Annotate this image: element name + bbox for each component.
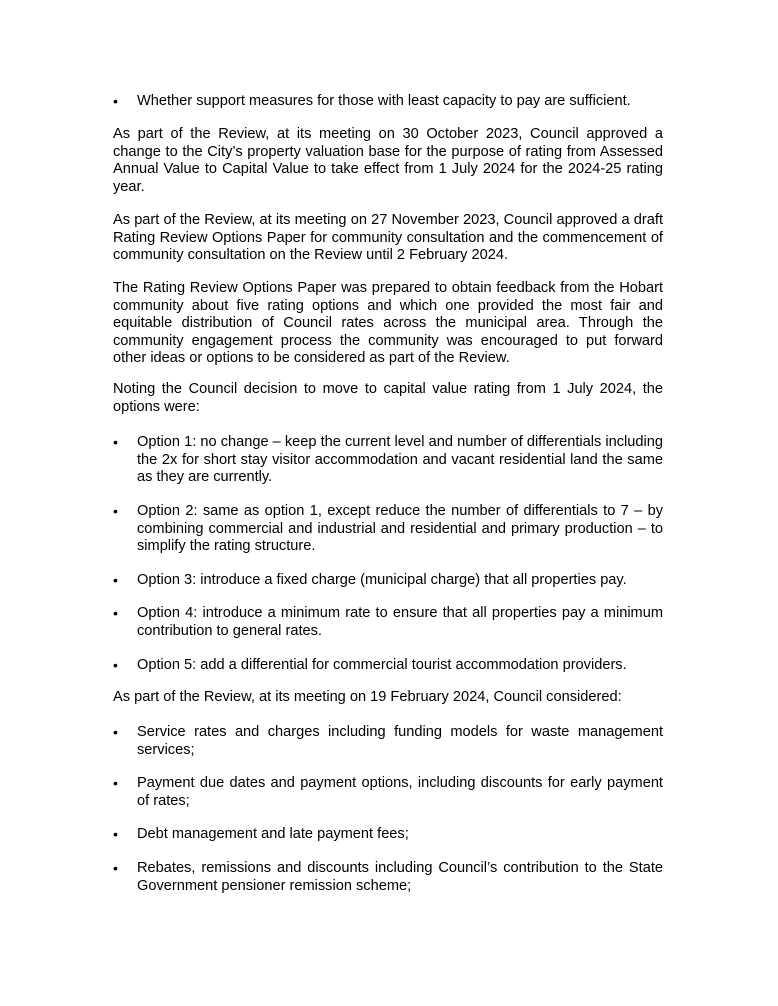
paragraph-options-paper: The Rating Review Options Paper was prepared to obtain feedback from the Hobart community about five rating options and which one provided the most fair and equitable distribution of Council rates across the municipal area. Through the community engagement process the community was encouraged to put forward other ideas or options to be considered as part of the Review. [113,280,663,366]
considered-text: Service rates and charges including funding models for waste management services; [137,724,663,758]
bullet-icon: • [113,93,118,109]
bullet-icon: • [113,860,118,876]
option-text: Option 2: same as option 1, except reduce the number of differentials to 7 – by combining commercial and industrial and residential and primary production – to simplify the rating structure. [137,503,663,554]
bullet-icon: • [113,826,118,842]
bullet-icon: • [113,724,118,740]
paragraph-valuation: As part of the Review, at its meeting on 30 October 2023, Council approved a change to the City’s property valuation base for the purpose of rating from Assessed Annual Value to Capital Value to take effect from 1 July 2024 for the 2024-25 rating year. [113,126,663,195]
considered-text: Debt management and late payment fees; [137,826,409,842]
bullet-icon: • [113,775,118,791]
bullet-icon: • [113,572,118,588]
paragraph-draft-paper: As part of the Review, at its meeting on 27 November 2023, Council approved a draft Rating Review Options Paper for community consultation and the commencement of community consultation on the Review until 2 February 2024. [113,212,663,263]
considered-text: Payment due dates and payment options, including discounts for early payment of rates; [137,775,663,809]
option-text: Option 3: introduce a fixed charge (municipal charge) that all properties pay. [137,572,627,588]
bullet-icon: • [113,605,118,621]
bullet-icon: • [113,434,118,450]
bullet-icon: • [113,657,118,673]
considered-text: Rebates, remissions and discounts including Council’s contribution to the State Government pensioner remission scheme; [137,860,663,894]
option-text: Option 4: introduce a minimum rate to ensure that all properties pay a minimum contribution to general rates. [137,605,663,639]
paragraph-february: As part of the Review, at its meeting on 19 February 2024, Council considered: [113,689,622,705]
paragraph-noting: Noting the Council decision to move to capital value rating from 1 July 2024, the options were: [113,381,663,415]
option-text: Option 5: add a differential for commercial tourist accommodation providers. [137,657,627,673]
option-text: Option 1: no change – keep the current level and number of differentials including the 2x for short stay visitor accommodation and vacant residential land the same as they are currently. [137,434,663,485]
bullet-text: Whether support measures for those with least capacity to pay are sufficient. [137,93,631,109]
bullet-icon: • [113,503,118,519]
